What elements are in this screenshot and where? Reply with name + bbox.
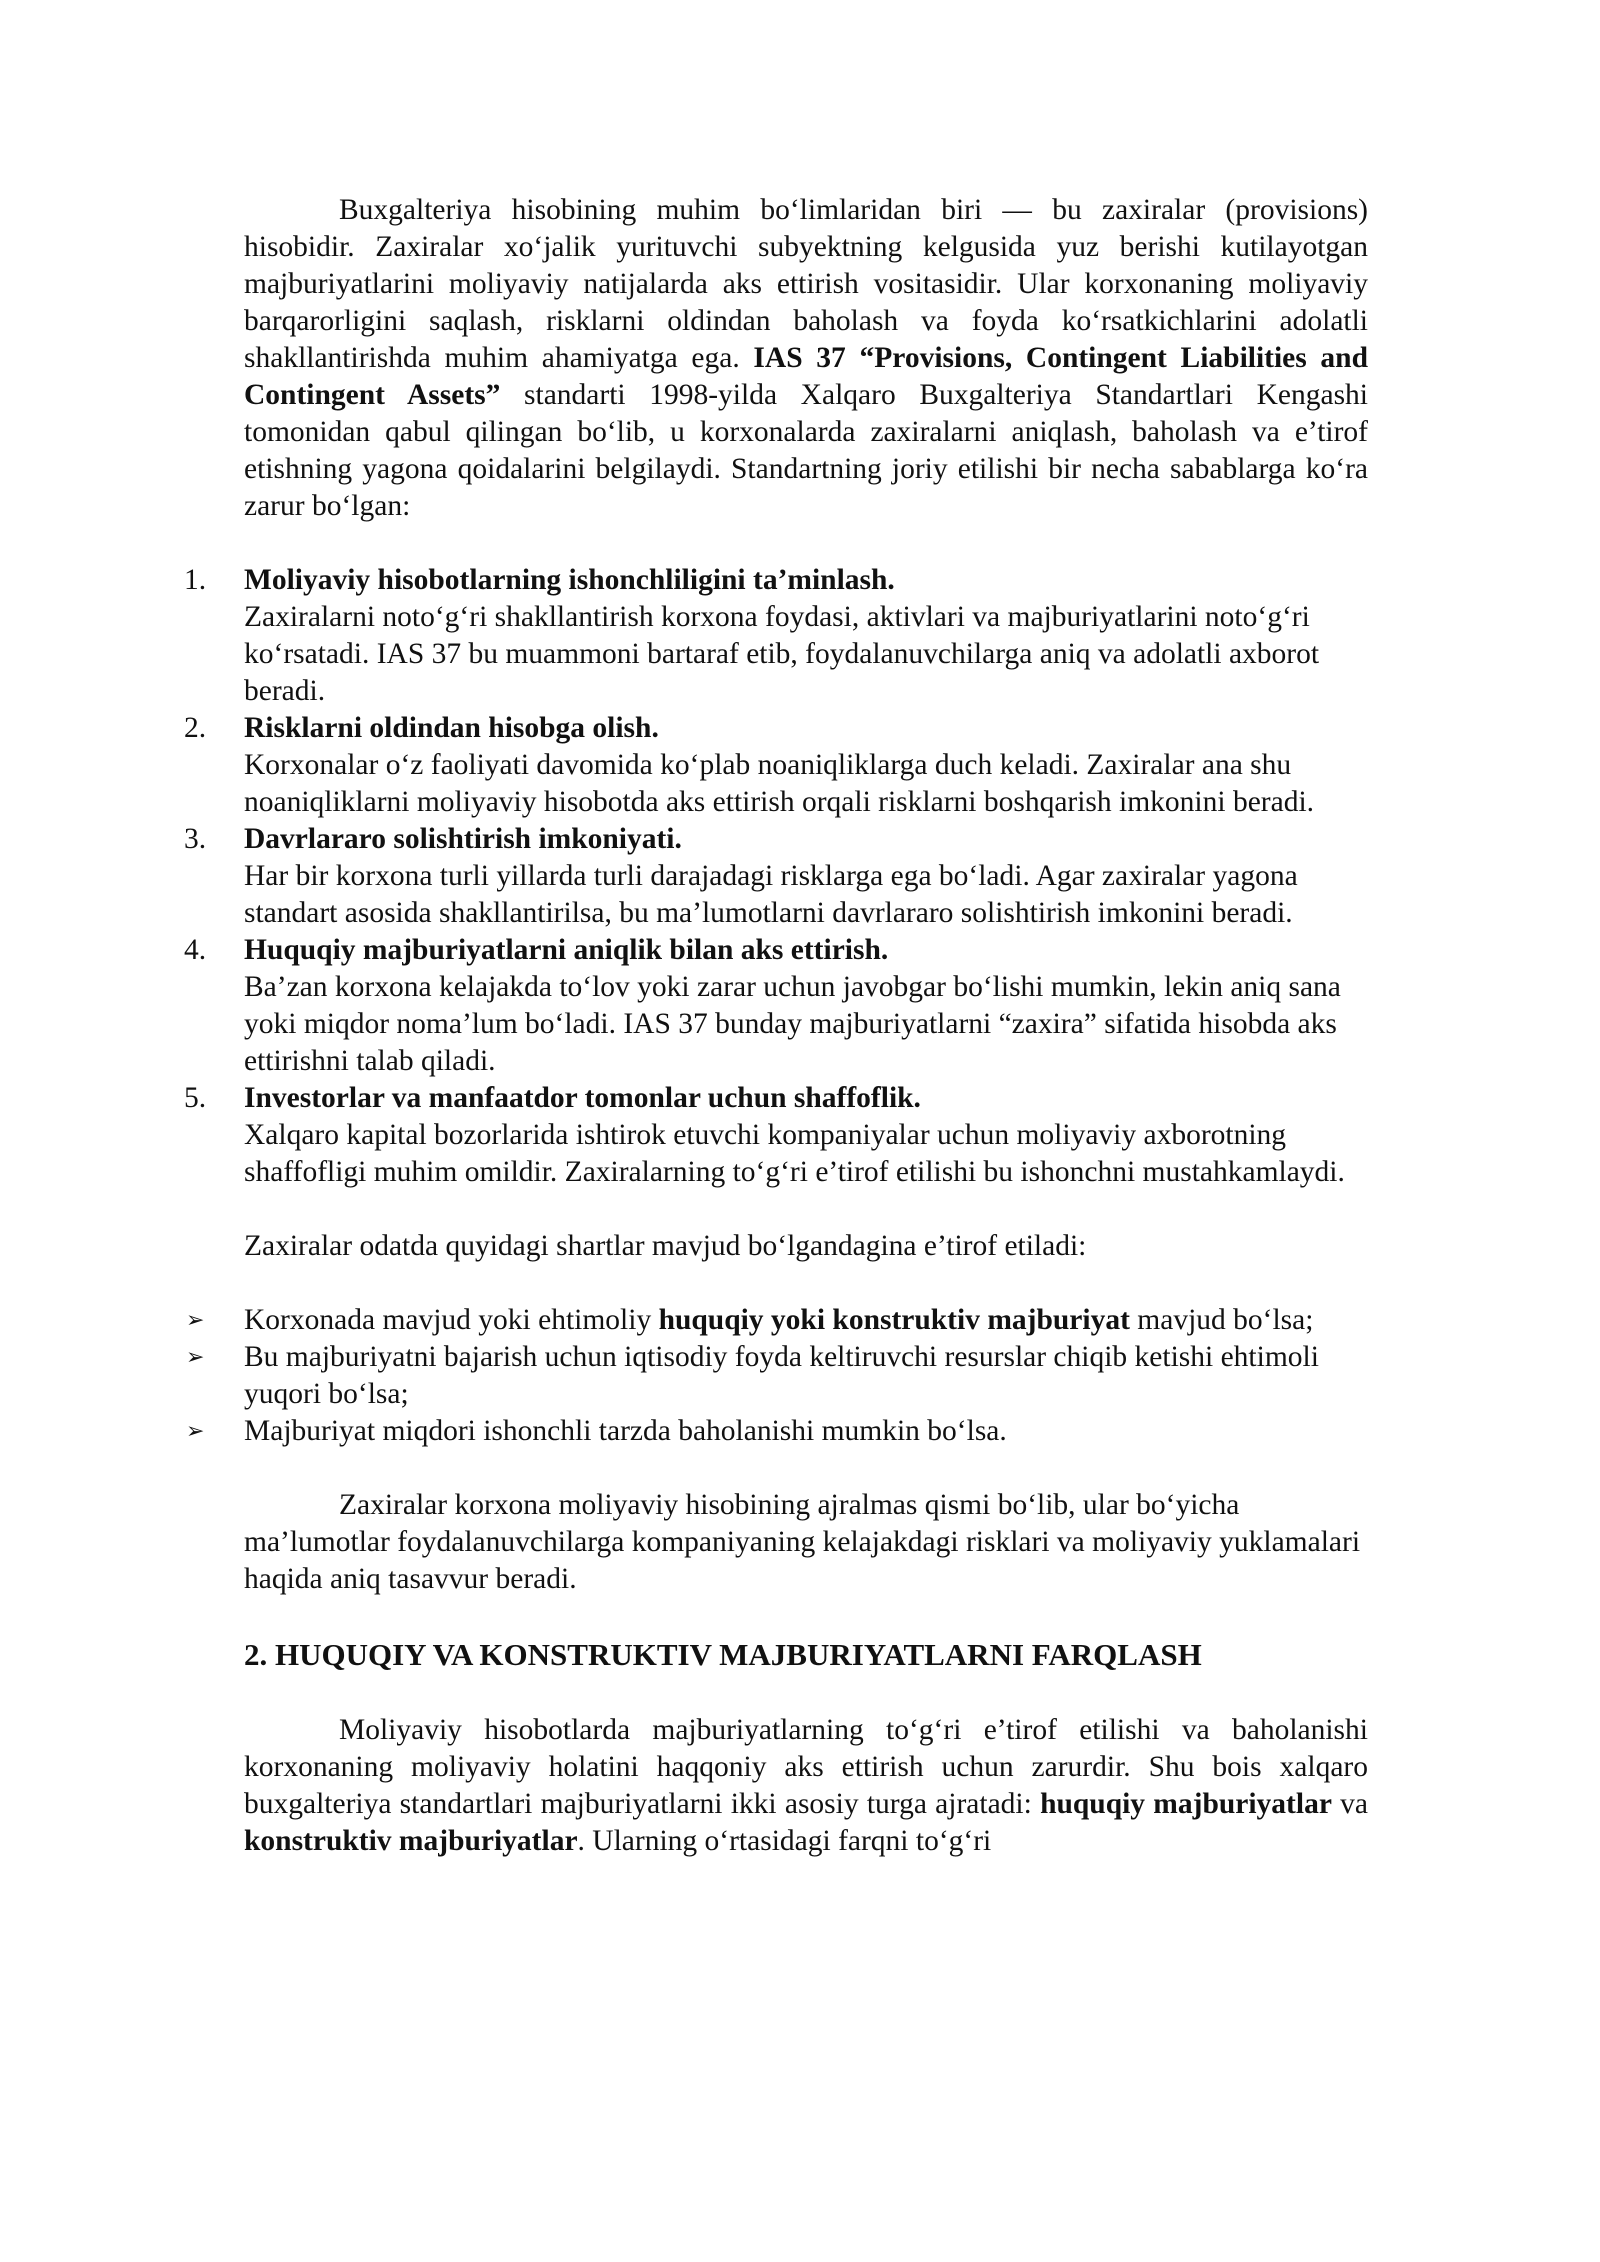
section2-text-1: Moliyaviy hisobotlarda majburiyatlarning to‘g‘ri e’tirof etilishi va baholanishi korxonaning moliyaviy holatini haqqoniy aks ettirish uchun zarurdir. Shu bois xalqaro buxgalteriya standartlari majburiyatlarni ikki asosiy turga ajratadi: — [244, 1714, 1368, 1820]
list-item-body: Korxonalar o‘z faoliyati davomida ko‘plab noaniqliklarga duch keladi. Zaxiralar ana shu noaniqliklarni moliyaviy hisobotda aks ettirish orqali risklarni boshqarish imkonini beradi. — [244, 749, 1315, 818]
section-heading: 2. HUQUQIY VA KONSTRUKTIV MAJBURIYATLARNI FARQLASH — [244, 1637, 1202, 1672]
list-number: 2. — [184, 712, 207, 744]
spacer — [244, 1450, 1368, 1487]
section2-paragraph — [244, 1712, 1368, 1860]
arrow-bullet-icon: ➢ — [186, 1308, 205, 1333]
spacer — [244, 525, 1368, 562]
list-number: 5. — [184, 1082, 207, 1114]
conditions-list — [186, 1302, 1368, 1450]
list-item-title: Investorlar va manfaatdor tomonlar uchun shaffoflik. — [244, 1082, 921, 1114]
list-item-body: Ba’zan korxona kelajakda to‘lov yoki zarar uchun javobgar bo‘lishi mumkin, lekin aniq sana yoki miqdor noma’lum bo‘ladi. IAS 37 bunday majburiyatlarni “zaxira” sifatida hisobda aks ettirishni talab qiladi. — [244, 971, 1341, 1077]
list-item — [184, 710, 1368, 821]
list-item-body: Zaxiralarni noto‘g‘ri shakllantirish korxona foydasi, aktivlari va majburiyatlarini noto‘g‘ri ko‘rsatadi. IAS 37 bu muammoni bartaraf etib, foydalanuvchilarga aniq va adolatli axborot beradi. — [244, 601, 1320, 707]
condition-text: Majburiyat miqdori ishonchli tarzda baholanishi mumkin bo‘lsa. — [244, 1415, 1007, 1447]
list-item-title: Moliyaviy hisobotlarning ishonchliligini ta’minlash. — [244, 564, 895, 596]
list-item-title: Risklarni oldindan hisobga olish. — [244, 712, 659, 744]
reasons-list — [184, 562, 1368, 1191]
list-item-title: Davrlararo solishtirish imkoniyati. — [244, 823, 682, 855]
section2-term-constructive: konstruktiv majburiyatlar — [244, 1825, 578, 1857]
section2-text-mid: va — [1331, 1788, 1369, 1820]
arrow-bullet-icon: ➢ — [186, 1345, 205, 1370]
list-item — [186, 1413, 1368, 1450]
arrow-bullet-icon: ➢ — [186, 1419, 205, 1444]
intro-text-1: Buxgalteriya hisobining muhim bo‘limlaridan biri — bu zaxiralar (provisions) hisobidir. Zaxiralar xo‘jalik yurituvchi subyektning kelgusida yuz berishi kutilayotgan majburiyatlarini moliyaviy natijalarda aks ettirish vositasidir. Ular korxonaning moliyaviy barqarorligini saqlash, risklarni oldindan baholash va foyda ko‘rsatkichlarini adolatli shakllantirishda muhim ahamiyatga ega. — [244, 194, 1368, 374]
spacer — [244, 1265, 1368, 1302]
list-item — [184, 932, 1368, 1080]
summary-paragraph: Zaxiralar korxona moliyaviy hisobining ajralmas qismi bo‘lib, ular bo‘yicha ma’lumotlar foydalanuvchilarga kompaniyaning kelajakdagi risklari va moliyaviy yuklamalari haqida aniq tasavvur beradi. — [244, 1489, 1361, 1595]
intro-standard-name: IAS 37 “Provisions, Contingent Liabilities and Contingent Assets” — [244, 342, 1368, 411]
list-item-title: Huquqiy majburiyatlarni aniqlik bilan aks ettirish. — [244, 934, 889, 966]
spacer — [244, 1675, 1368, 1712]
intro-paragraph — [244, 192, 1368, 525]
spacer — [244, 1191, 1368, 1228]
list-item — [186, 1302, 1368, 1339]
list-item — [184, 1080, 1368, 1191]
condition-text-end: mavjud bo‘lsa; — [1129, 1304, 1314, 1336]
conditions-lead: Zaxiralar odatda quyidagi shartlar mavjud bo‘lgandagina e’tirof etiladi: — [244, 1230, 1087, 1262]
spacer — [244, 1598, 1368, 1635]
list-item-body: Har bir korxona turli yillarda turli darajadagi risklarga ega bo‘ladi. Agar zaxiralar yagona standart asosida shakllantirilsa, bu ma’lumotlarni davrlararo solishtirish imkonini beradi. — [244, 860, 1298, 929]
section2-term-legal: huquqiy majburiyatlar — [1040, 1788, 1332, 1820]
list-item-body: Xalqaro kapital bozorlarida ishtirok etuvchi kompaniyalar uchun moliyaviy axborotning shaffofligi muhim omildir. Zaxiralarning to‘g‘ri e’tirof etilishi bu ishonchni mustahkamlaydi. — [244, 1119, 1345, 1188]
list-item — [184, 562, 1368, 710]
document-page — [184, 192, 1369, 1860]
condition-text: Korxonada mavjud yoki ehtimoliy — [244, 1304, 659, 1336]
list-item — [184, 821, 1368, 932]
condition-text: Bu majburiyatni bajarish uchun iqtisodiy foyda keltiruvchi resurslar chiqib ketishi ehtimoli yuqori bo‘lsa; — [244, 1341, 1319, 1410]
list-number: 1. — [184, 564, 207, 596]
intro-text-2: standarti 1998-yilda Xalqaro Buxgalteriya Standartlari Kengashi tomonidan qabul qilingan bo‘lib, u korxonalarda zaxiralarni aniqlash, baholash va e’tirof etishning yagona qoidalarini belgilaydi. Standartning joriy etilishi bir necha sabablarga ko‘ra zarur bo‘lgan: — [244, 379, 1368, 522]
list-item — [186, 1339, 1368, 1413]
list-number: 3. — [184, 823, 207, 855]
section2-text-2: . Ularning o‘rtasidagi farqni to‘g‘ri — [577, 1825, 992, 1857]
list-number: 4. — [184, 934, 207, 966]
condition-bold-text: huquqiy yoki konstruktiv majburiyat — [658, 1304, 1130, 1336]
